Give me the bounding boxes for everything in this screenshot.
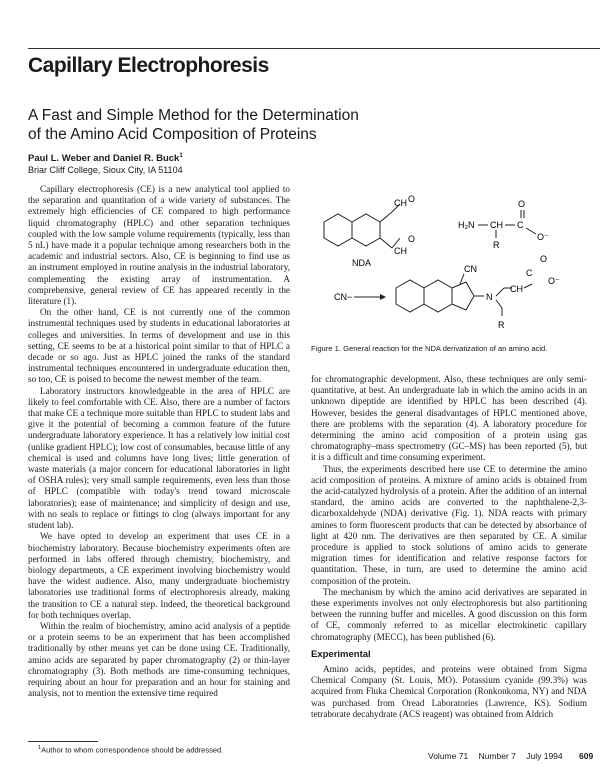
amino-c: C [517,220,524,230]
paragraph: Amino acids, peptides, and proteins were obtained from Sigma Chemical Company (St. Louis, MO). Potassium cyanide (99.3%) was acquired from Fluka Chemical Corporation (Ronkonkoma, NY) and NDA was purchased from Oread Laboratories (Lawrence, KS). Sodium tetraborate decahydrate (ACS reagent) was obtained from Aldrich [311,664,587,719]
footer-volume: Volume 71 [428,751,469,761]
product-o-minus: O⁻ [548,276,560,286]
paragraph: The mechanism by which the amino acid derivatives are separated in these experiments involves not only electrophoresis but also partitioning between the running buffer and micelles. A good discussion on this form of CE, commonly referred to as micellar electrokinetic capillary chromatography (MECC), has been published (6). [311,586,587,642]
amino-ch: CH [490,220,503,230]
footnote-text: Author to whom correspondence should be addressed. [41,745,224,755]
product-n: N [486,292,493,302]
aldehyde-o-bottom: O [408,234,416,244]
product-c: C [526,268,533,278]
aldehyde-h-bottom: H [400,246,407,256]
product-cn: CN [464,264,477,274]
footer-date: July 1994 [526,751,563,761]
paragraph: for chromatographic development. Also, these techniques are only semi-quantitative, at best. An undergraduate lab in which the amino acids in an unknown dipeptide are identified by HPLC has been described (4). However, besides the general disadvantages of HPLC mentioned above, there are problems with the separation (4). A laboratory procedure for determining the amino acid composition of a protein using gas chromatography–mass spectrometry (GC–MS) has been reported (5), but it is a difficult and time consuming experiment. [311,374,587,463]
amino-o: O [518,199,526,209]
figure-1-reaction-scheme [308,192,592,344]
page-number: 609 [579,751,594,761]
paragraph: Thus, the experiments described here use CE to determine the amino acid composition of proteins. A mixture of amino acids is obtained from the acid-catalyzed hydrolysis of a protein. After the addition of an internal standard, the amino acids are converted to the naphthalene-2,3-dicarboxaldehyde (NDA) derivative (Fig. 1). NDA reacts with primary amines to form fluorescent products that can be detected by absorbance of light at 420 nm. The derivatives are then separated by CE. A similar procedure is applied to stock solutions of amino acids to generate migration times for identification and relative response factors for quantitation. These, in turn, are used to determine the amino acid composition of the protein. [311,463,587,586]
article-title-line-1: A Fast and Simple Method for the Determination [28,107,359,124]
nda-label: NDA [352,258,372,268]
nda-structure [324,204,400,248]
aldehyde-o-top: O [408,194,416,204]
section-title: Capillary Electrophoresis [28,54,269,77]
aldehyde-h-top: H [400,198,407,208]
svg-text:CH [394,198,407,208]
footnote-mark: 1 [38,745,42,751]
reaction-arrow-head [380,294,386,300]
left-column [28,184,290,699]
amino-acid-structure [458,199,549,250]
footnote-rule [28,741,98,742]
amino-h2n: H₂N [458,220,475,230]
product-o: O [540,254,548,264]
paragraph: Laboratory instructors knowledgeable in the area of HPLC are likely to feel comfortable with CE. Also, there are a number of factors that make CE a technique more suitable than HPLC to student labs and give it the potential of becoming a common feature of the future undergraduate laboratory experience. It has a relatively low initial cost (unlike gradient HPLC); low cost of consumables, because little of any chemical is used and columns have long lives; little generation of waste materials (a major concern for educational laboratories in light of OSHA rules); very small sample requirements, even less than those of HPLC (compatible with today's trend toward microscale laboratories); ease of maintenance; and simplicity of design and use, with no seals to replace or fittings to clog (always important for any student lab). [28,385,290,531]
author-names: Paul L. Weber and Daniel R. Buck [28,153,180,165]
aldehyde-c-top: C [394,198,401,208]
footer-number: Number 7 [478,751,516,761]
product-r: R [498,320,505,330]
page-footer [420,751,593,761]
cyanide-reagent: CN− [334,292,353,302]
affiliation: Briar Cliff College, Sioux City, IA 51104 [28,165,183,175]
product-ch: CH [510,284,523,294]
experimental-heading: Experimental [311,648,371,660]
amino-r: R [493,240,500,250]
author-mark: 1 [179,153,183,159]
paragraph: On the other hand, CE is not currently one of the common instrumental techniques used by students in educational laboratories at colleges and universities. In terms of development and use in this setting, CE seems to be at a historical point similar to that of HPLC a decade or so ago. Just as HPLC joined the ranks of the standard instrumental techniques encountered in undergraduate education then, so too, CE is poised to become the newest member of the team. [28,307,290,385]
paragraph: Capillary electrophoresis (CE) is a new analytical tool applied to the separation and quantitation of a wide variety of substances. The extremely high efficiencies of CE compared to high performance liquid chromatography (HPLC) and other separation techniques coupled with the low sample volume requirements (typically, less than 5 nL) have made it a popular technique among researchers both in the academic and industrial sectors. Also, CE is beginning to find use as an instrument employed in routine analysis in the industrial laboratory, complementing the existing array of instrumentation. A comprehensive, general review of CE has appeared recently in the literature (1). [28,184,290,307]
right-column [311,374,587,720]
aldehyde-c-bottom: C [394,246,401,256]
article-title-line-2: of the Amino Acid Composition of Proteins [28,126,317,143]
paragraph: Within the realm of biochemistry, amino acid analysis of a peptide or a protein seems to be an experiment that has been accomplished traditionally by other means yet can be done using CE. Traditionally, amino acids are separated by paper chromatography (2) or thin-layer chromatography (3). Both methods are time-consuming techniques, requiring about an hour for preparation and an hour for staining and analysis, not to mention the extensive time required [28,620,290,699]
product-structure [396,274,532,316]
paragraph: We have opted to develop an experiment that uses CE in a biochemistry laboratory. Because biochemistry experiments often are performed in labs offered through chemistry, biochemistry, and biology departments, a CE experiment involving biochemistry would have the widest audience. Also, many undergraduate biochemistry laboratories use traditional forms of electrophoresis already, making the transition to CE a natural step. Indeed, the theoretical background for both techniques overlap. [28,531,290,620]
amino-o-minus: O⁻ [537,232,549,242]
authors [28,153,183,164]
article-title [28,106,359,144]
top-rule [28,48,600,49]
svg-text:CH [394,246,407,256]
figure-caption: Figure 1. General reaction for the NDA derivatization of an amino acid. [311,344,548,353]
footnote [38,745,223,755]
